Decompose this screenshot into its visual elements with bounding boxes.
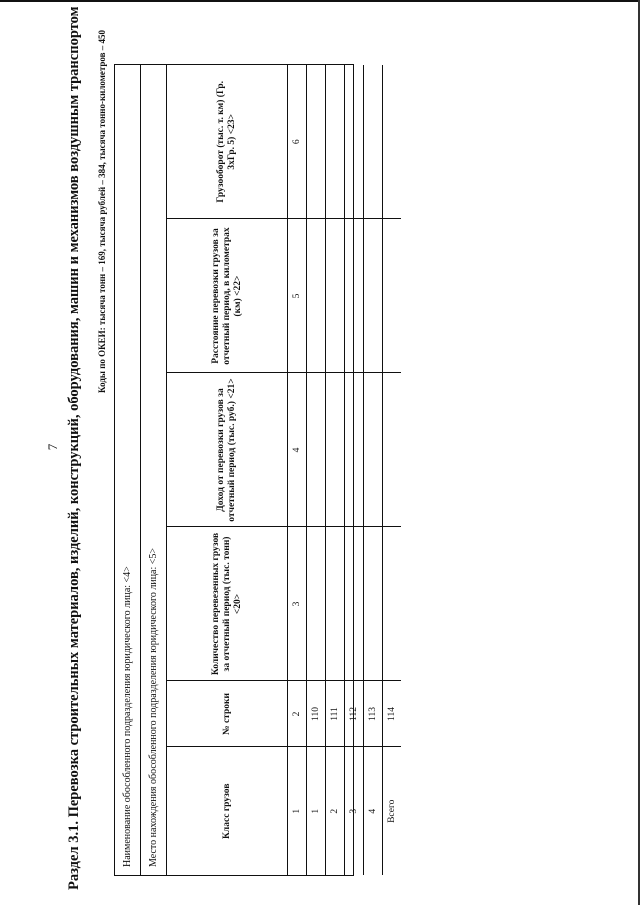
distance-cell[interactable] — [383, 219, 402, 373]
column-number: 2 — [288, 681, 307, 747]
distance-cell[interactable] — [307, 219, 326, 373]
rotated-form-section — [60, 6, 397, 890]
page-top-edge — [0, 0, 640, 2]
income-cell[interactable] — [383, 373, 402, 527]
cargo-class-cell: 3 — [345, 747, 364, 875]
income-cell[interactable] — [364, 373, 383, 527]
header-cargo-quantity: Количество перевезенных грузов за отчетный период (тыс. тонн) <20> — [167, 527, 288, 681]
column-number: 5 — [288, 219, 307, 373]
section-title: Раздел 3.1. Перевозка строительных материалов, изделий, конструкций, оборудования, машин и механизмов воздушным транспортом — [66, 6, 82, 890]
distance-cell[interactable] — [326, 219, 345, 373]
header-distance: Расстояние перевозки грузов за отчетный период, в километрах (км) <22> — [167, 219, 288, 373]
cargo-class-cell: 1 — [307, 747, 326, 875]
quantity-cell[interactable] — [364, 527, 383, 681]
okei-codes: Коды по ОКЕИ: тысяча тонн – 169, тысяча рублей – 384, тысяча тонно-километров – 450 — [97, 30, 107, 393]
turnover-cell[interactable] — [345, 65, 364, 219]
column-number: 3 — [288, 527, 307, 681]
income-cell[interactable] — [345, 373, 364, 527]
turnover-cell[interactable] — [326, 65, 345, 219]
header-cargo-class: Класс грузов — [167, 747, 288, 875]
form-frame — [114, 64, 397, 876]
header-freight-turnover: Грузооборот (тыс. т. км) (Гр. 3хГр. 5) <23> — [167, 65, 288, 219]
line-number-cell: 110 — [307, 681, 326, 747]
quantity-cell[interactable] — [307, 527, 326, 681]
page-number: 7 — [45, 443, 60, 451]
quantity-cell[interactable] — [345, 527, 364, 681]
turnover-cell[interactable] — [364, 65, 383, 219]
income-cell[interactable] — [307, 373, 326, 527]
line-number-cell: 112 — [345, 681, 364, 747]
table-row-total — [383, 65, 402, 875]
cargo-class-cell: 2 — [326, 747, 345, 875]
quantity-cell[interactable] — [326, 527, 345, 681]
quantity-cell[interactable] — [383, 527, 402, 681]
income-cell[interactable] — [326, 373, 345, 527]
distance-cell[interactable] — [364, 219, 383, 373]
table-row — [307, 65, 326, 875]
column-number: 1 — [288, 747, 307, 875]
table-row — [364, 65, 383, 875]
cargo-class-cell: Всего — [383, 747, 402, 875]
column-number: 4 — [288, 373, 307, 527]
subdivision-name-row: Наименование обособленного подразделения юридического лица: <4> — [115, 65, 141, 875]
line-number-cell: 111 — [326, 681, 345, 747]
table-header-row — [167, 65, 288, 875]
line-number-cell: 114 — [383, 681, 402, 747]
column-number: 6 — [288, 65, 307, 219]
column-number-row — [288, 65, 307, 875]
line-number-cell: 113 — [364, 681, 383, 747]
header-income: Доход от перевозки грузов за отчетный период (тыс. руб.) <21> — [167, 373, 288, 527]
distance-cell[interactable] — [345, 219, 364, 373]
turnover-cell[interactable] — [307, 65, 326, 219]
turnover-cell[interactable] — [383, 65, 402, 219]
subdivision-location-row: Место нахождения обособленного подразделения юридического лица: <5> — [141, 65, 167, 875]
table-row — [345, 65, 364, 875]
header-line-number: № строки — [167, 681, 288, 747]
cargo-class-cell: 4 — [364, 747, 383, 875]
cargo-table — [167, 65, 401, 875]
table-row — [326, 65, 345, 875]
